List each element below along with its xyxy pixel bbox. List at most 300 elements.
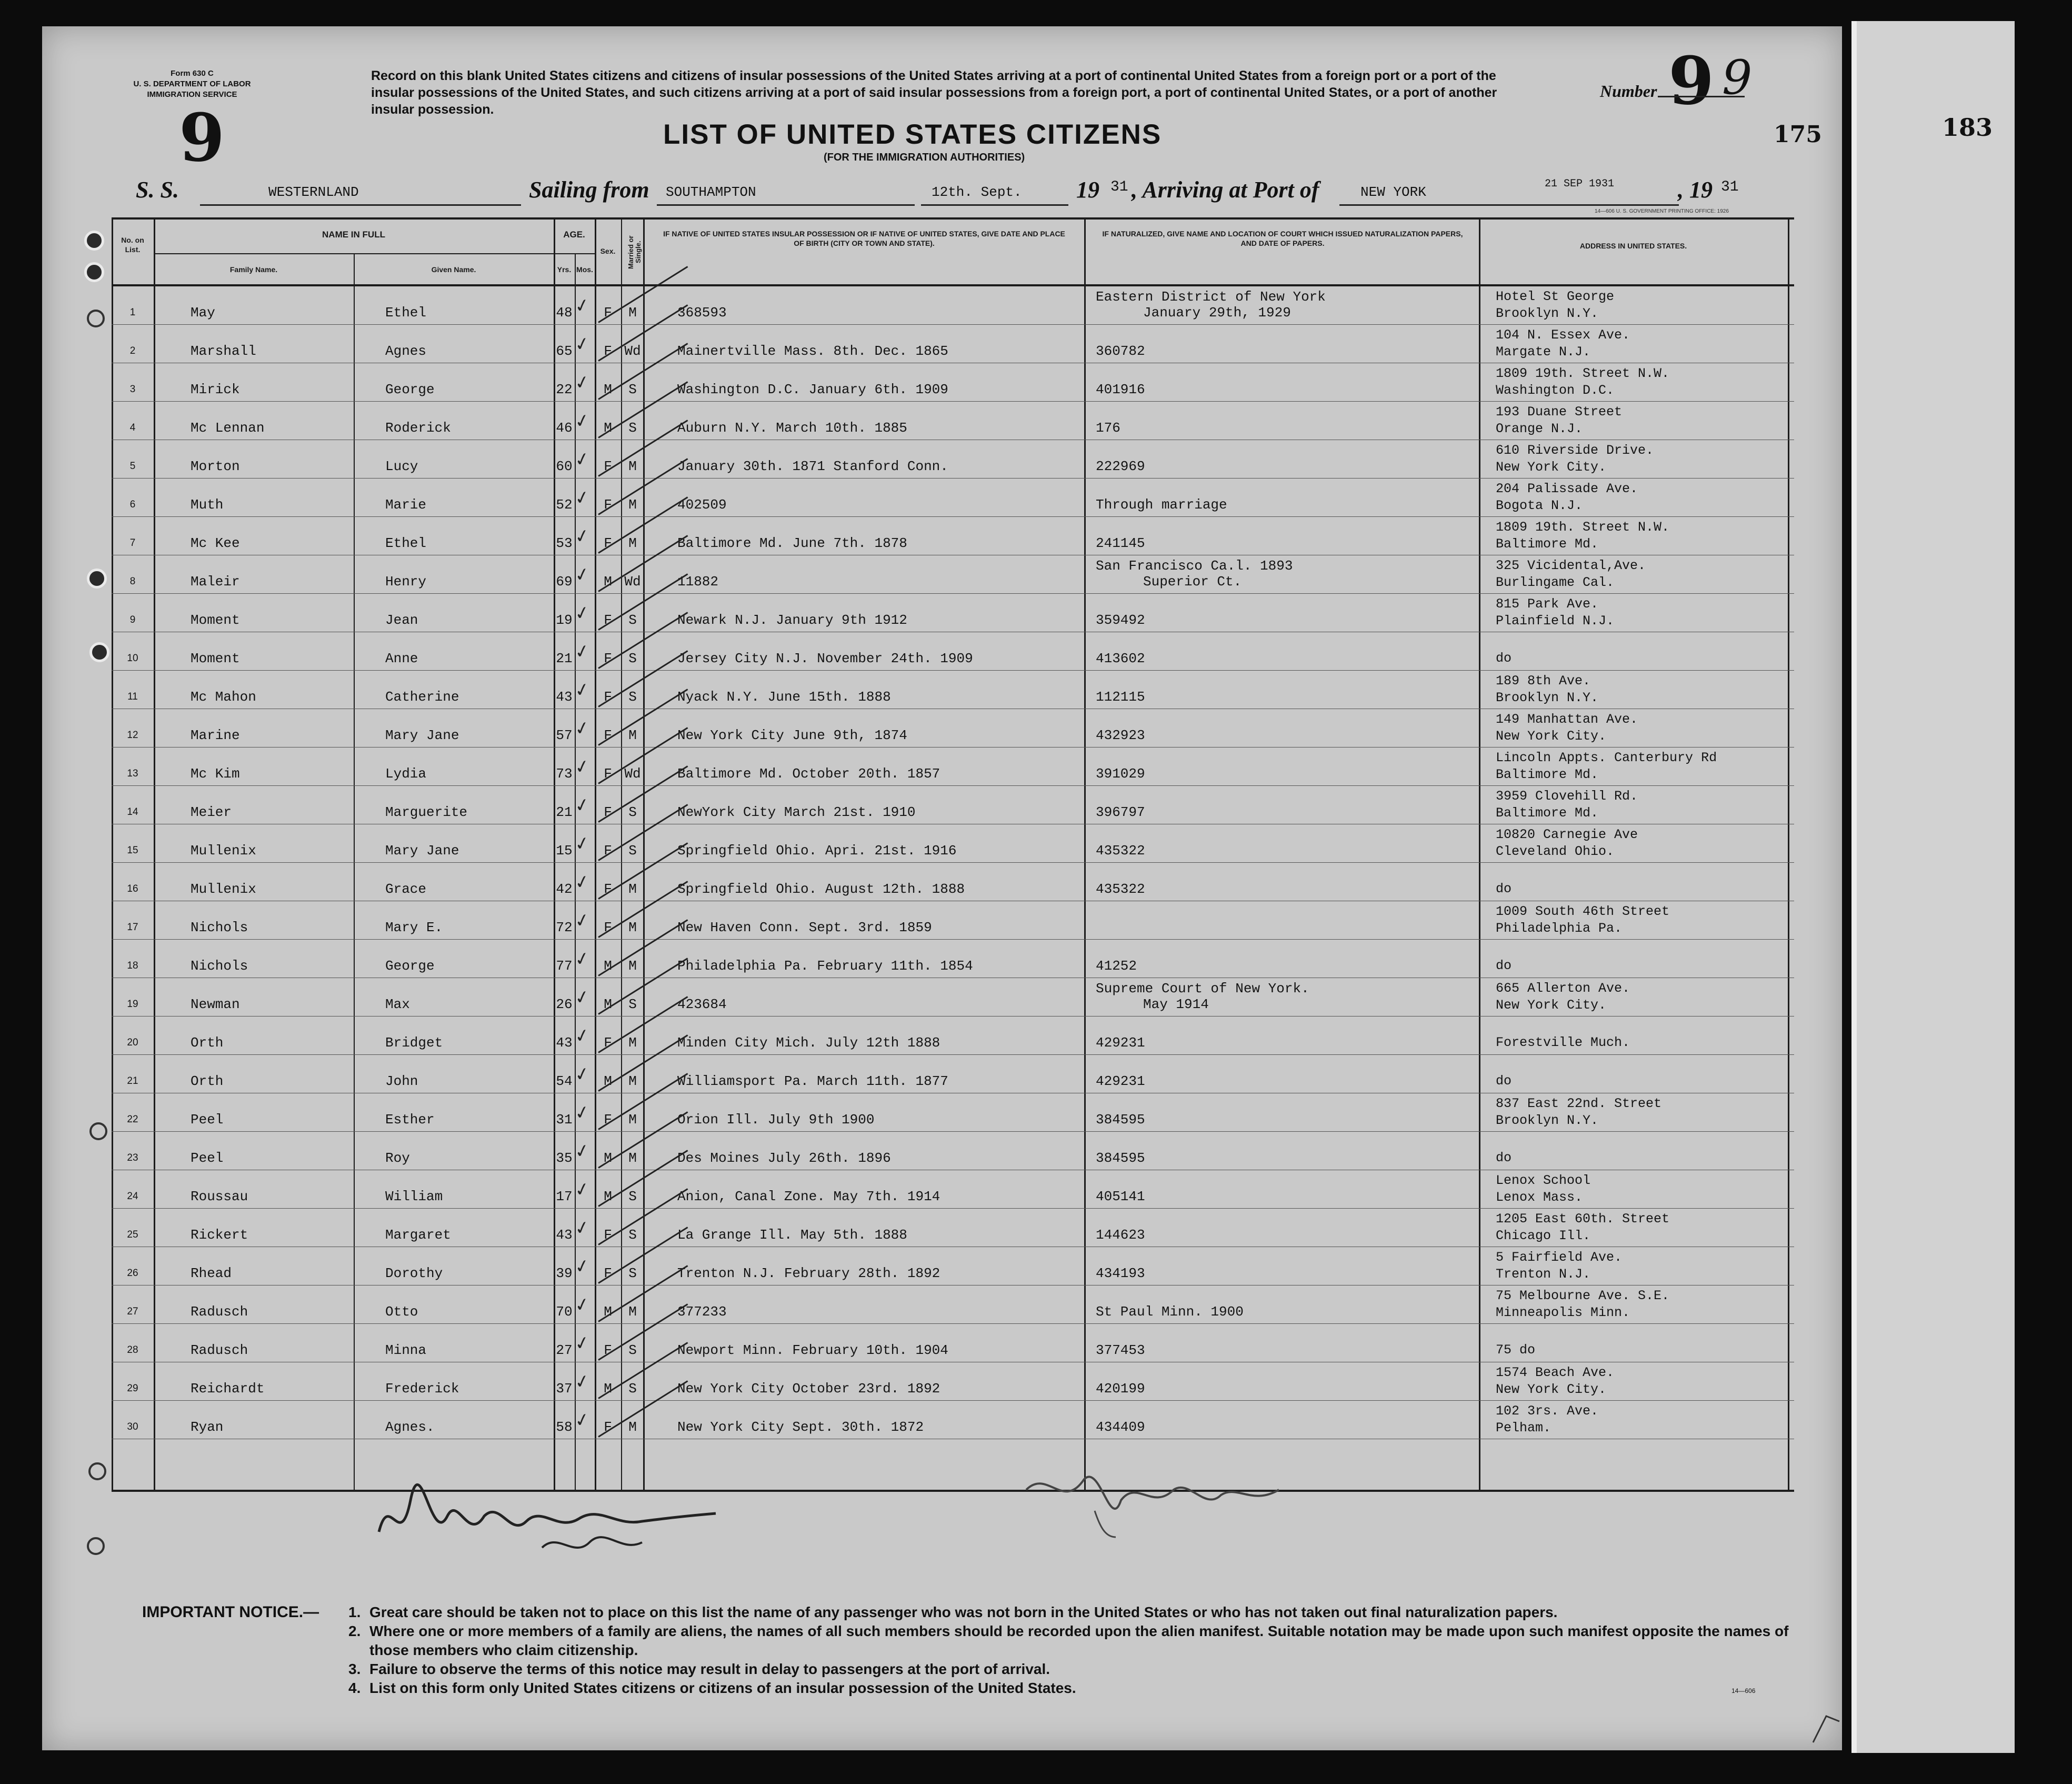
cell-family: Mc Kee xyxy=(191,535,240,551)
cell-family: Reichardt xyxy=(191,1381,265,1397)
ss-label: S. S. xyxy=(136,177,179,203)
header-age: AGE. xyxy=(563,230,585,240)
cell-sex: F xyxy=(604,843,612,859)
cell-nat1: 396797 xyxy=(1096,804,1145,820)
cell-ms: S xyxy=(628,804,637,820)
cell-given: Catherine xyxy=(385,689,459,705)
punch-ring xyxy=(89,1122,107,1140)
cell-family: Mirick xyxy=(191,382,240,397)
cell-sex: M xyxy=(604,996,612,1012)
page-title: LIST OF UNITED STATES CITIZENS xyxy=(663,119,1162,150)
cell-addr1: Lincoln Appts. Canterbury Rd xyxy=(1496,750,1717,765)
departure-underline xyxy=(657,204,915,206)
cell-sex: M xyxy=(604,1150,612,1166)
handwritten-signature-right xyxy=(1016,1448,1310,1553)
cell-birth: 402509 xyxy=(677,497,727,513)
header-years: Yrs. xyxy=(557,265,572,274)
year-handwritten: 31 xyxy=(1110,179,1128,195)
punch-hole xyxy=(89,642,109,662)
cell-nat1: 434193 xyxy=(1096,1265,1145,1281)
notice-item-number: 3. xyxy=(348,1661,361,1677)
cell-no: 2 xyxy=(129,345,136,356)
cell-addr2: Baltimore Md. xyxy=(1496,536,1599,552)
cell-ms: Wd xyxy=(624,574,641,590)
arriving-label: , Arriving at Port of xyxy=(1132,177,1319,203)
cell-sex: M xyxy=(604,1073,612,1089)
cell-no: 10 xyxy=(127,653,138,664)
cell-ms: M xyxy=(628,1304,637,1320)
cell-addr2: Pelham. xyxy=(1496,1420,1552,1436)
check-mark-icon: ✓ xyxy=(573,371,592,395)
cell-given: Mary Jane xyxy=(385,843,459,859)
cell-given: Roderick xyxy=(385,420,451,436)
cell-ms: M xyxy=(628,497,637,513)
cell-sex: F xyxy=(604,459,612,474)
cell-birth: Philadelphia Pa. February 11th. 1854 xyxy=(677,958,973,974)
cell-family: Radusch xyxy=(191,1342,248,1358)
cell-age: 27 xyxy=(556,1342,573,1358)
cell-given: Anne xyxy=(385,651,418,666)
cell-ms: S xyxy=(628,1227,637,1243)
table-row xyxy=(112,1170,1794,1208)
cell-family: Orth xyxy=(191,1073,224,1089)
cell-no: 14 xyxy=(127,806,138,818)
cell-addr2: Cleveland Ohio. xyxy=(1496,844,1615,859)
cell-age: 17 xyxy=(556,1189,573,1204)
cell-sex: F xyxy=(604,1419,612,1435)
page-stamp: 175 xyxy=(1774,121,1822,148)
cell-nat1: 359492 xyxy=(1096,612,1145,628)
cell-family: Marshall xyxy=(191,343,256,359)
cell-age: 21 xyxy=(556,651,573,666)
cell-addr1: 193 Duane Street xyxy=(1496,404,1623,420)
cell-addr2: Burlingame Cal. xyxy=(1496,575,1615,590)
cell-nat1: Supreme Court of New York. xyxy=(1096,981,1309,996)
cell-birth: Newark N.J. January 9th 1912 xyxy=(677,612,907,628)
handwritten-signature-left xyxy=(368,1469,768,1574)
ship-underline xyxy=(200,204,521,206)
cell-given: Minna xyxy=(385,1342,427,1358)
cell-given: Jean xyxy=(385,612,418,628)
check-mark-icon: ✓ xyxy=(573,793,592,818)
cell-birth: Baltimore Md. October 20th. 1857 xyxy=(677,766,940,782)
cell-given: Bridget xyxy=(385,1035,443,1051)
cell-sex: F xyxy=(604,305,612,321)
cell-addr2: Baltimore Md. xyxy=(1496,805,1599,821)
cell-no: 23 xyxy=(127,1152,138,1163)
cell-nat2: Superior Ct. xyxy=(1143,574,1242,590)
cell-birth: Springfield Ohio. August 12th. 1888 xyxy=(677,881,965,897)
form-number: Form 630 C xyxy=(171,69,214,78)
cell-addr1: Hotel St George xyxy=(1496,289,1615,304)
cell-birth: January 30th. 1871 Stanford Conn. xyxy=(677,459,948,474)
cell-birth: Washington D.C. January 6th. 1909 xyxy=(677,382,948,397)
cell-addr1: 10820 Carnegie Ave xyxy=(1496,827,1638,842)
cell-sex: F xyxy=(604,343,612,359)
check-mark-icon: ✓ xyxy=(573,755,592,779)
cell-addr1: 204 Palissade Ave. xyxy=(1496,481,1638,496)
check-mark-icon: ✓ xyxy=(573,832,592,856)
table-row xyxy=(112,363,1794,401)
cell-ms: M xyxy=(628,1035,637,1051)
cell-addr2: New York City. xyxy=(1496,460,1607,475)
cell-sex: M xyxy=(604,382,612,397)
punch-ring xyxy=(87,310,105,327)
cell-age: 39 xyxy=(556,1265,573,1281)
cell-nat1: Eastern District of New York xyxy=(1096,289,1326,305)
cell-nat1: 420199 xyxy=(1096,1381,1145,1397)
check-mark-icon: ✓ xyxy=(573,1024,592,1048)
corner-mark xyxy=(1810,1711,1842,1748)
cell-ms: S xyxy=(628,1342,637,1358)
table-row xyxy=(112,555,1794,593)
table-row xyxy=(112,1208,1794,1247)
cell-given: Grace xyxy=(385,881,427,897)
cell-no: 1 xyxy=(129,307,136,318)
cell-ms: S xyxy=(628,1265,637,1281)
cell-addr2: Bogota N.J. xyxy=(1496,498,1583,513)
cell-addr1: 189 8th Ave. xyxy=(1496,673,1591,689)
check-mark-icon: ✓ xyxy=(573,1293,592,1317)
header-birth-place: IF NATIVE OF UNITED STATES INSULAR POSSESSION OR IF NATIVE OF UNITED STATES, GIVE DATE AND PLACE OF BIRTH (CITY OR TOWN AND STATE). xyxy=(663,230,1065,247)
cell-age: 35 xyxy=(556,1150,573,1166)
cell-age: 42 xyxy=(556,881,573,897)
cell-nat1: 222969 xyxy=(1096,459,1145,474)
cell-sex: M xyxy=(604,1381,612,1397)
cell-given: Margaret xyxy=(385,1227,451,1243)
table-row xyxy=(112,978,1794,1016)
cell-age: 19 xyxy=(556,612,573,628)
cell-family: Rickert xyxy=(191,1227,248,1243)
cell-no: 18 xyxy=(127,960,138,971)
check-mark-icon: ✓ xyxy=(573,447,592,472)
cell-sex: F xyxy=(604,727,612,743)
cell-no: 22 xyxy=(127,1114,138,1125)
cell-birth: Baltimore Md. June 7th. 1878 xyxy=(677,535,907,551)
cell-addr1: do xyxy=(1496,881,1512,896)
header-given-name: Given Name. xyxy=(431,265,476,274)
cell-family: Muth xyxy=(191,497,224,513)
cell-nat1: 360782 xyxy=(1096,343,1145,359)
cell-addr2: Orange N.J. xyxy=(1496,421,1583,436)
cell-birth: Orion Ill. July 9th 1900 xyxy=(677,1112,875,1128)
cell-family: Newman xyxy=(191,996,240,1012)
cell-sex: F xyxy=(604,612,612,628)
table-top-rule xyxy=(112,217,1794,220)
cell-no: 7 xyxy=(129,537,136,549)
cell-nat1: Through marriage xyxy=(1096,497,1227,513)
cell-nat1: 112115 xyxy=(1096,689,1145,705)
cell-birth: New York City Sept. 30th. 1872 xyxy=(677,1419,924,1435)
table-row xyxy=(112,747,1794,785)
cell-birth: 423684 xyxy=(677,996,727,1012)
cell-nat1: 401916 xyxy=(1096,382,1145,397)
cell-age: 53 xyxy=(556,535,573,551)
cell-nat1: 435322 xyxy=(1096,843,1145,859)
cell-no: 16 xyxy=(127,883,138,894)
cell-sex: M xyxy=(604,1189,612,1204)
cell-no: 3 xyxy=(129,384,136,395)
form-identifier xyxy=(108,68,276,100)
cell-birth: Auburn N.Y. March 10th. 1885 xyxy=(677,420,907,436)
cell-birth: Minden City Mich. July 12th 1888 xyxy=(677,1035,940,1051)
departure-port: SOUTHAMPTON xyxy=(666,184,756,200)
cell-given: Agnes. xyxy=(385,1419,435,1435)
notice-item-text: Failure to observe the terms of this notice may result in delay to passengers at the port of arrival. xyxy=(369,1661,1050,1677)
cell-addr2: New York City. xyxy=(1496,1382,1607,1397)
cell-ms: M xyxy=(628,1112,637,1128)
check-mark-icon: ✓ xyxy=(573,909,592,933)
cell-birth: Trenton N.J. February 28th. 1892 xyxy=(677,1265,940,1281)
cell-age: 54 xyxy=(556,1073,573,1089)
cell-sex: F xyxy=(604,535,612,551)
check-mark-icon: ✓ xyxy=(573,1331,592,1356)
cell-given: George xyxy=(385,958,435,974)
cell-age: 69 xyxy=(556,574,573,590)
cell-family: Rhead xyxy=(191,1265,232,1281)
cell-age: 26 xyxy=(556,996,573,1012)
cell-nat1: 413602 xyxy=(1096,651,1145,666)
cell-birth: La Grange Ill. May 5th. 1888 xyxy=(677,1227,907,1243)
cell-addr1: 102 3rs. Ave. xyxy=(1496,1403,1599,1419)
cell-age: 65 xyxy=(556,343,573,359)
table-row xyxy=(112,1054,1794,1093)
cell-ms: Wd xyxy=(624,343,641,359)
table-row xyxy=(112,593,1794,632)
check-mark-icon: ✓ xyxy=(573,332,592,356)
cell-given: John xyxy=(385,1073,418,1089)
cell-addr1: 75 Melbourne Ave. S.E. xyxy=(1496,1288,1670,1303)
punch-ring xyxy=(87,1537,105,1555)
cell-ms: M xyxy=(628,881,637,897)
cell-addr1: 610 Riverside Drive. xyxy=(1496,443,1654,458)
header-sex: Sex. xyxy=(600,247,616,255)
cell-nat1: 429231 xyxy=(1096,1035,1145,1051)
sailing-date: 12th. Sept. xyxy=(932,184,1022,200)
cell-family: Mc Lennan xyxy=(191,420,265,436)
cell-given: Lucy xyxy=(385,459,418,474)
cell-age: 43 xyxy=(556,1227,573,1243)
cell-sex: F xyxy=(604,881,612,897)
notice-item xyxy=(348,1679,1801,1698)
check-mark-icon: ✓ xyxy=(573,1178,592,1202)
cell-family: Nichols xyxy=(191,958,248,974)
cell-given: Roy xyxy=(385,1150,410,1166)
cell-ms: S xyxy=(628,382,637,397)
header-months: Mos. xyxy=(576,265,593,274)
check-mark-icon: ✓ xyxy=(573,601,592,625)
cell-given: Max xyxy=(385,996,410,1012)
cell-family: Peel xyxy=(191,1112,224,1128)
cell-addr1: do xyxy=(1496,651,1512,666)
arrival-port: NEW YORK xyxy=(1360,184,1426,200)
cell-age: 43 xyxy=(556,689,573,705)
cell-birth: Nyack N.Y. June 15th. 1888 xyxy=(677,689,891,705)
cell-family: Mullenix xyxy=(191,843,256,859)
cell-given: Henry xyxy=(385,574,427,590)
punch-hole xyxy=(87,569,107,589)
cell-family: Maleir xyxy=(191,574,240,590)
table-row xyxy=(112,1093,1794,1131)
cell-ms: S xyxy=(628,612,637,628)
notice-item-number: 4. xyxy=(348,1680,361,1696)
cell-sex: F xyxy=(604,1342,612,1358)
cell-ms: S xyxy=(628,651,637,666)
cell-family: Mc Mahon xyxy=(191,689,256,705)
cell-addr2: New York City. xyxy=(1496,998,1607,1013)
cell-birth: Jersey City N.J. November 24th. 1909 xyxy=(677,651,973,666)
check-mark-icon: ✓ xyxy=(573,1216,592,1240)
cell-addr1: do xyxy=(1496,958,1512,973)
cell-age: 15 xyxy=(556,843,573,859)
cell-no: 5 xyxy=(129,461,136,472)
cell-age: 52 xyxy=(556,497,573,513)
table-row xyxy=(112,286,1794,324)
cell-addr2: Philadelphia Pa. xyxy=(1496,921,1623,936)
cell-given: Ethel xyxy=(385,305,427,321)
punch-hole xyxy=(84,262,104,282)
cell-given: William xyxy=(385,1189,443,1204)
table-row xyxy=(112,478,1794,516)
table-row xyxy=(112,862,1794,901)
header-married-or-single: Married or Single. xyxy=(627,235,642,269)
check-mark-icon: ✓ xyxy=(573,563,592,587)
cell-ms: M xyxy=(628,535,637,551)
check-mark-icon: ✓ xyxy=(573,1408,592,1432)
cell-addr2: Baltimore Md. xyxy=(1496,767,1599,782)
cell-addr2: New York City. xyxy=(1496,729,1607,744)
cell-addr2: Brooklyn N.Y. xyxy=(1496,1113,1599,1128)
cell-birth: NewYork City March 21st. 1910 xyxy=(677,804,916,820)
cell-given: Otto xyxy=(385,1304,418,1320)
cell-birth: 11882 xyxy=(677,574,719,590)
table-row xyxy=(112,401,1794,440)
check-mark-icon: ✓ xyxy=(573,524,592,549)
cell-addr1: 665 Allerton Ave. xyxy=(1496,981,1630,996)
cell-ms: S xyxy=(628,996,637,1012)
cell-birth: New York City June 9th, 1874 xyxy=(677,727,907,743)
cell-addr1: do xyxy=(1496,1150,1512,1165)
cell-family: Roussau xyxy=(191,1189,248,1204)
cell-birth: New Haven Conn. Sept. 3rd. 1859 xyxy=(677,920,932,935)
cell-nat1: 41252 xyxy=(1096,958,1137,974)
cell-family: Nichols xyxy=(191,920,248,935)
check-mark-icon: ✓ xyxy=(573,678,592,702)
table-row xyxy=(112,324,1794,363)
cell-no: 19 xyxy=(127,999,138,1010)
number-underline xyxy=(1658,96,1745,97)
cell-given: Mary Jane xyxy=(385,727,459,743)
cell-addr1: 1809 19th. Street N.W. xyxy=(1496,366,1670,381)
cell-nat1: St Paul Minn. 1900 xyxy=(1096,1304,1244,1320)
cell-family: Marine xyxy=(191,727,240,743)
check-mark-icon: ✓ xyxy=(573,870,592,894)
table-row xyxy=(112,670,1794,709)
cell-nat1: San Francisco Ca.l. 1893 xyxy=(1096,558,1293,574)
notice-item xyxy=(348,1603,1801,1622)
cell-nat2: May 1914 xyxy=(1143,996,1209,1012)
check-mark-icon: ✓ xyxy=(573,409,592,433)
cell-given: Marguerite xyxy=(385,804,468,820)
margin-page-number: 183 xyxy=(1942,113,1993,142)
sheet-number: 9 xyxy=(179,99,225,176)
cell-addr1: 104 N. Essex Ave. xyxy=(1496,327,1630,343)
cell-age: 57 xyxy=(556,727,573,743)
header-naturalization: IF NATURALIZED, GIVE NAME AND LOCATION OF COURT WHICH ISSUED NATURALIZATION PAPERS, AND DATE OF PAPERS. xyxy=(1102,230,1463,247)
cell-sex: M xyxy=(604,420,612,436)
cell-addr2: Lenox Mass. xyxy=(1496,1190,1583,1205)
cell-sex: M xyxy=(604,958,612,974)
table-row xyxy=(112,1016,1794,1054)
cell-birth: Newport Minn. February 10th. 1904 xyxy=(677,1342,948,1358)
cell-ms: S xyxy=(628,843,637,859)
cell-family: Radusch xyxy=(191,1304,248,1320)
cell-family: Morton xyxy=(191,459,240,474)
cell-family: Moment xyxy=(191,651,240,666)
cell-birth: Des Moines July 26th. 1896 xyxy=(677,1150,891,1166)
printer-code: 14—606 U. S. GOVERNMENT PRINTING OFFICE: 1926 xyxy=(1595,208,1729,214)
cell-family: Moment xyxy=(191,612,240,628)
record-instructions: Record on this blank United States citizens and citizens of insular possessions of the United States arriving at a port of continental United States from a foreign port or a port of the insular possessions of the United States, and such citizens arriving at a port of said insular possessions from a foreign port, a port of continental United States, or a port of another insular possession. xyxy=(371,68,1497,117)
check-mark-icon: ✓ xyxy=(573,486,592,510)
table-row xyxy=(112,1400,1794,1439)
cell-addr1: 1809 19th. Street N.W. xyxy=(1496,520,1670,535)
cell-family: Mc Kim xyxy=(191,766,240,782)
cell-birth: 368593 xyxy=(677,305,727,321)
notice-item-number: 1. xyxy=(348,1604,361,1620)
cell-age: 72 xyxy=(556,920,573,935)
cell-age: 70 xyxy=(556,1304,573,1320)
cell-given: Ethel xyxy=(385,535,427,551)
cell-age: 46 xyxy=(556,420,573,436)
cell-no: 11 xyxy=(127,691,138,702)
table-row xyxy=(112,709,1794,747)
cell-ms: M xyxy=(628,459,637,474)
cell-birth: Williamsport Pa. March 11th. 1877 xyxy=(677,1073,948,1089)
cell-addr1: Forestville Much. xyxy=(1496,1035,1630,1050)
cell-ms: M xyxy=(628,958,637,974)
punch-hole xyxy=(84,231,104,251)
number-label: Number xyxy=(1600,82,1657,101)
cell-age: 21 xyxy=(556,804,573,820)
cell-family: Orth xyxy=(191,1035,224,1051)
check-mark-icon: ✓ xyxy=(573,947,592,971)
cell-nat1: 144623 xyxy=(1096,1227,1145,1243)
notice-item xyxy=(348,1660,1801,1679)
cell-ms: S xyxy=(628,689,637,705)
notice-item-text: List on this form only United States citizens or citizens of an insular possession of the United States. xyxy=(369,1680,1076,1696)
cell-sex: F xyxy=(604,689,612,705)
cell-age: 60 xyxy=(556,459,573,474)
cell-given: Agnes xyxy=(385,343,427,359)
check-mark-icon: ✓ xyxy=(573,294,592,318)
notice-code: 14—606 xyxy=(1731,1687,1756,1695)
notice-item-number: 2. xyxy=(348,1623,361,1639)
cell-given: Marie xyxy=(385,497,427,513)
cell-age: 31 xyxy=(556,1112,573,1128)
cell-birth: Mainertville Mass. 8th. Dec. 1865 xyxy=(677,343,948,359)
cell-addr1: 815 Park Ave. xyxy=(1496,596,1599,612)
cell-addr1: 5 Fairfield Ave. xyxy=(1496,1250,1623,1265)
cell-no: 4 xyxy=(129,422,136,433)
cell-age: 22 xyxy=(556,382,573,397)
cell-birth: Anion, Canal Zone. May 7th. 1914 xyxy=(677,1189,940,1204)
year-handwritten-2: 31 xyxy=(1721,179,1739,195)
check-mark-icon: ✓ xyxy=(573,1254,592,1279)
table-row xyxy=(112,824,1794,862)
cell-addr1: 837 East 22nd. Street xyxy=(1496,1096,1662,1111)
cell-no: 15 xyxy=(127,845,138,856)
